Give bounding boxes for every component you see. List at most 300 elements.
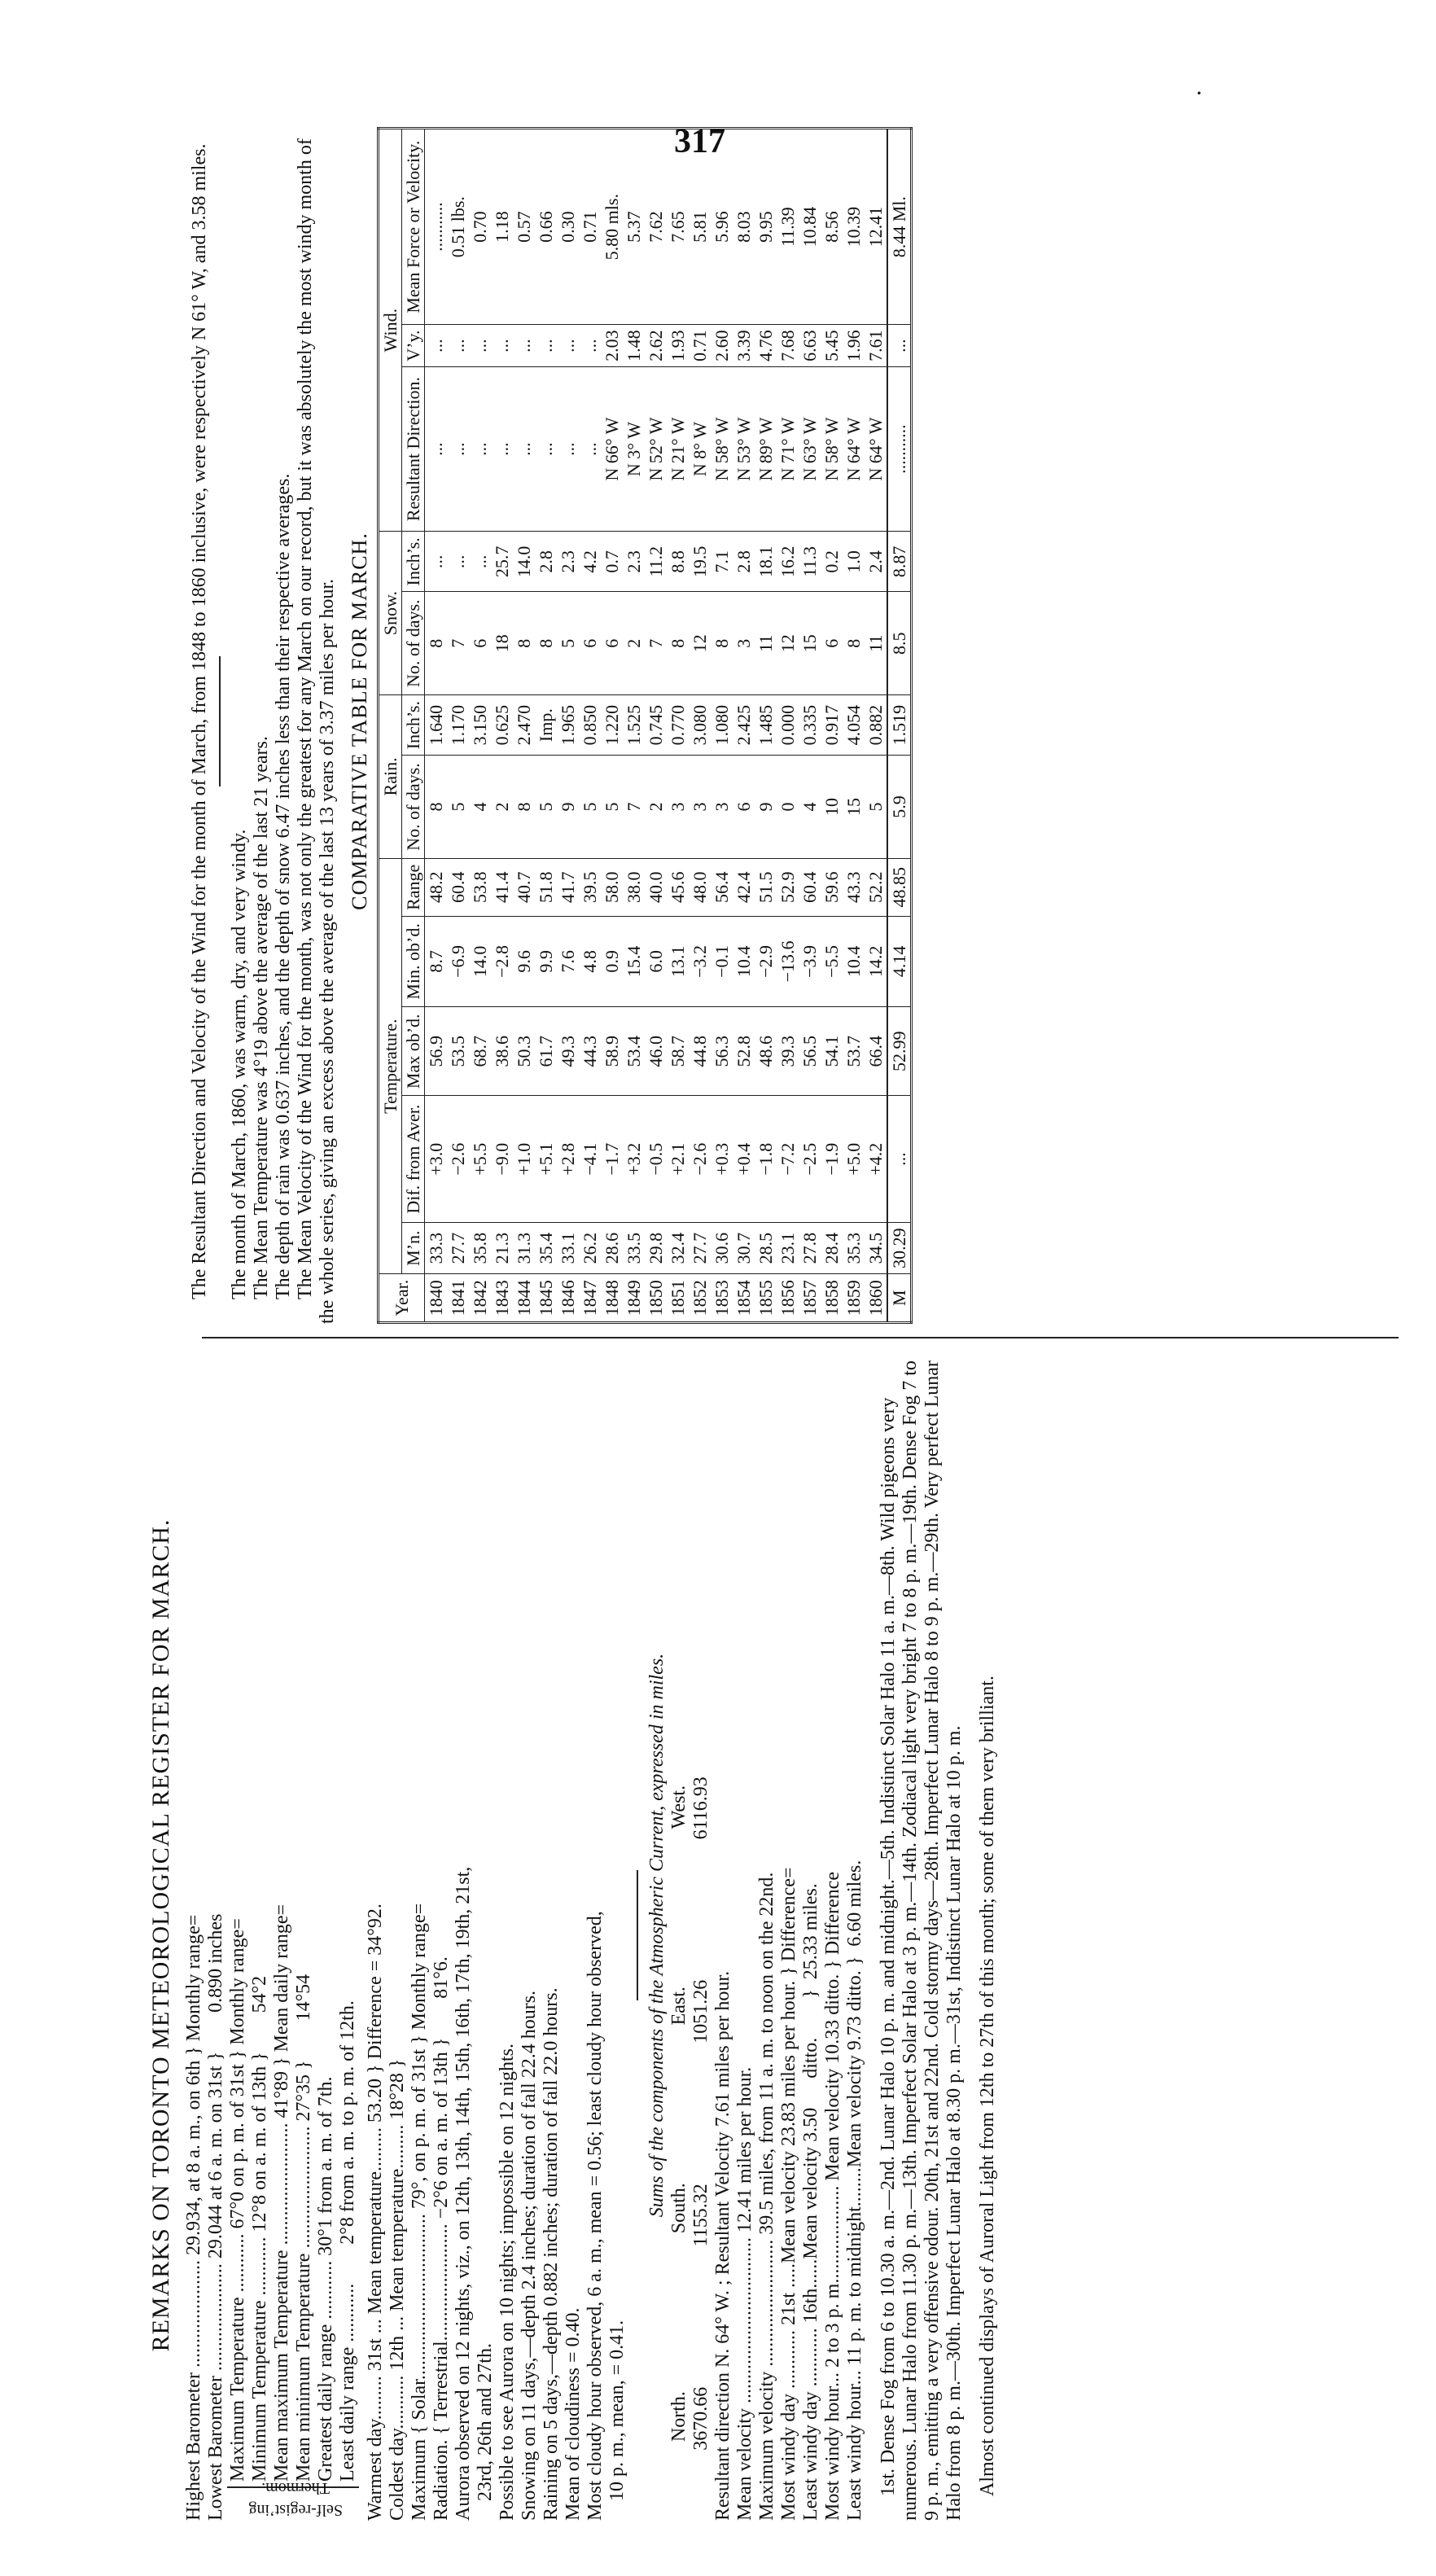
table-cell: 49.3 (557, 1007, 579, 1096)
table-cell: 41.7 (557, 858, 579, 916)
table-cell: 38.0 (623, 858, 645, 916)
table-cell: 68.7 (469, 1007, 491, 1096)
table-cell: N 63° W (799, 366, 821, 531)
table-row (865, 129, 887, 1323)
table-cell: 1.640 (425, 695, 448, 756)
table-cell: 51.8 (535, 858, 557, 916)
table-cell: 2.4 (865, 532, 887, 592)
thermo-line: Least daily range ............ 2°8 from a. m. to p. m. of 12th. (337, 2000, 358, 2482)
wind-line: Mean velocity .................................. 12.41 miles per hour. (734, 2066, 755, 2521)
table-cell: −2.6 (689, 1096, 711, 1222)
snow-header: Snow. (379, 532, 402, 695)
table-cell: 50.3 (513, 1007, 535, 1096)
table-cell: 0.71 (579, 129, 601, 325)
table-cell: 42.4 (733, 858, 755, 916)
sums-value: 1051.26 (690, 1979, 711, 2044)
table-cell: 33.3 (425, 1222, 448, 1274)
table-cell: 7.1 (711, 532, 733, 592)
wind-line: Least windy day ............ 16th......Mean velocity 3.50 ditto. } 25.33 miles. (800, 1883, 821, 2521)
table-cell: 1859 (843, 1274, 865, 1323)
table-cell: 8 (667, 592, 689, 695)
sums-header: West. (668, 1785, 690, 1829)
table-cell: −3.9 (799, 916, 821, 1006)
fog-paragraph: 1st. Dense Fog from 6 to 10.30 a. m.—2nd. Lunar Halo 10 p. m. and midnight.—5th. Indistinct Solar Halo 11 a. m.—8th. Wild pigeons very numerous. Lunar Halo from 11.30 p. m.—13th. Imperfect Solar Halo at 3 p. m.—14th. Zodiacal light very bright 7 to 8 p. m.—19th. Dense Fog 7 to 9 p. m., emitting a very offensive odour. 20th, 21st and 22nd. Cold stormy days—28th. Imperfect Lunar Halo 8 to 9 p. m.—29th. Very perfect Lunar Halo from 8 p. m.—30th. Imperfect Lunar Halo at 8.30 p. m.—31st, Indistinct Lunar Halo at 10 p. m. (878, 1360, 965, 2521)
table-cell: 1.080 (711, 695, 733, 756)
thermo-line: Maximum Temperature ............ 67°0 on p. m. of 31st } Monthly range= (227, 1918, 248, 2482)
table-cell: 11.39 (777, 129, 799, 325)
table-cell: 0.2 (821, 532, 843, 592)
table-cell: 0.30 (557, 129, 579, 325)
table-cell: 12.41 (865, 129, 887, 325)
table-cell: 2.8 (733, 532, 755, 592)
table-cell: 1.965 (557, 695, 579, 756)
table-cell: +5.1 (535, 1096, 557, 1222)
col-header: No. of days. (402, 756, 425, 859)
thermo-line: Mean maximum Temperature ......................... 41°89 } Mean daily range= (271, 1904, 292, 2482)
table-cell: 31.3 (513, 1222, 535, 1274)
table-cell: −3.2 (689, 916, 711, 1006)
table-cell: 1850 (645, 1274, 667, 1323)
table-cell: 8.03 (733, 129, 755, 325)
table-cell: 15 (843, 756, 865, 859)
wind-line: Least windy hour... 11 p. m. to midnight........Mean velocity 9.73 ditto. } 6.60 miles. (844, 1860, 865, 2521)
table-cell: 40.0 (645, 858, 667, 916)
table-cell: ... (557, 366, 579, 531)
table-cell: 1.96 (843, 325, 865, 367)
table-row (821, 129, 843, 1323)
remarks-line: Snowing on 11 days,—depth 2.4 inches; duration of fall 22.4 hours. (519, 1990, 540, 2521)
table-cell: 1846 (557, 1274, 579, 1323)
remarks-line: Raining on 5 days,—depth 0.882 inches; duration of fall 22.0 hours. (541, 1987, 562, 2521)
table-cell: 4.054 (843, 695, 865, 756)
table-row (535, 129, 557, 1323)
table-cell: −2.9 (755, 916, 777, 1006)
table-cell: 32.4 (667, 1222, 689, 1274)
table-cell: +1.0 (513, 1096, 535, 1222)
table-cell: −4.1 (579, 1096, 601, 1222)
corner-mark: · (1195, 80, 1203, 107)
table-cell: 1.220 (601, 695, 623, 756)
table-cell: 11.3 (799, 532, 821, 592)
table-cell: 7 (645, 592, 667, 695)
table-cell: ... (425, 366, 448, 531)
table-cell: Imp. (535, 695, 557, 756)
section-rule (637, 1870, 638, 2000)
wind-line: Resultant direction N. 64° W. ; Resultant Velocity 7.61 miles per hour. (712, 1970, 733, 2521)
table-cell: 1853 (711, 1274, 733, 1323)
table-cell: 0.70 (469, 129, 491, 325)
table-cell: 1.0 (843, 532, 865, 592)
table-cell: −0.1 (711, 916, 733, 1006)
thermometer-bracket (227, 1904, 359, 2488)
table-cell: 5 (601, 756, 623, 859)
table-cell: 53.8 (469, 858, 491, 916)
table-cell: ... (491, 366, 513, 531)
table-cell: 6.63 (799, 325, 821, 367)
wind-line: Maximum velocity .......................... 39.5 miles, from 11 a. m. to noon on the 22nd. (756, 1872, 777, 2521)
table-cell: 23.1 (777, 1222, 799, 1274)
table-cell: 8 (843, 592, 865, 695)
table-cell: 4.76 (755, 325, 777, 367)
table-cell: 29.8 (645, 1222, 667, 1274)
table-cell: 40.7 (513, 858, 535, 916)
table-cell: 7 (447, 592, 469, 695)
sums-header: South. (668, 2183, 690, 2234)
table-cell: 1841 (447, 1274, 469, 1323)
table-cell: ... (425, 532, 448, 592)
table-cell: 5.45 (821, 325, 843, 367)
table-cell: +5.5 (469, 1096, 491, 1222)
table-row (557, 129, 579, 1323)
table-cell: 60.4 (799, 858, 821, 916)
table-cell: N 66° W (601, 366, 623, 531)
sums-value: 1155.32 (690, 2184, 711, 2247)
barometer-line-2: Lowest Barometer ...................... 29.044 at 6 a. m. on 31st } 0.890 inches (205, 1913, 226, 2521)
table-row (667, 129, 689, 1323)
table-cell: 12 (777, 592, 799, 695)
table-cell: 0.66 (535, 129, 557, 325)
table-cell: 1842 (469, 1274, 491, 1323)
table-cell: N 52° W (645, 366, 667, 531)
table-cell: 1852 (689, 1274, 711, 1323)
thermo-line: Minimum Temperature ............ 12°8 on a. m. of 13th } 54°2 (249, 1975, 270, 2482)
remarks-line: Aurora observed on 12 nights, viz., on 12th, 13th, 14th, 15th, 16th, 17th, 19th, 21st, (453, 1866, 474, 2521)
remarks-line: Possible to see Aurora on 10 nights; impossible on 12 nights. (497, 2044, 518, 2521)
table-cell: 52.2 (865, 858, 887, 916)
table-cell: 6 (469, 592, 491, 695)
table-cell: 2.8 (535, 532, 557, 592)
col-header: Dif. from Aver. (402, 1096, 425, 1222)
table-cell: 56.4 (711, 858, 733, 916)
table-row (689, 129, 711, 1323)
table-cell: N 58° W (821, 366, 843, 531)
remarks-line: Warmest day......... 31st ... Mean temperature......... 53.20 } Difference = 34°92. (365, 1904, 386, 2521)
table-cell: 51.5 (755, 858, 777, 916)
table-cell: 1.519 (887, 695, 912, 756)
table-cell: ... (579, 366, 601, 531)
table-cell: ........... (425, 129, 448, 325)
table-cell: ... (469, 325, 491, 367)
col-header: Mean Force or Velocity. (402, 129, 425, 325)
table-cell: 27.7 (447, 1222, 469, 1274)
table-cell: 34.5 (865, 1222, 887, 1274)
table-cell: −7.2 (777, 1096, 799, 1222)
col-header: Inch’s. (402, 532, 425, 592)
table-cell: −13.6 (777, 916, 799, 1006)
comparative-column (145, 119, 1408, 1324)
table-cell: 8 (513, 592, 535, 695)
summary-paragraph: The Mean Temperature was 4°19 above the average of the last 21 years. (251, 736, 272, 1299)
table-cell: 0.000 (777, 695, 799, 756)
table-cell: 7 (623, 756, 645, 859)
table-cell: M (887, 1274, 912, 1323)
table-cell: −1.7 (601, 1096, 623, 1222)
table-cell: N 64° W (865, 366, 887, 531)
table-cell: ... (491, 325, 513, 367)
table-cell: 44.8 (689, 1007, 711, 1096)
remarks-line: 23rd, 26th and 27th. (475, 2343, 496, 2521)
table-cell: 3.39 (733, 325, 755, 367)
table-cell: 5.37 (623, 129, 645, 325)
table-cell: 13.1 (667, 916, 689, 1006)
table-cell: 60.4 (447, 858, 469, 916)
col-header: Max ob’d. (402, 1007, 425, 1096)
table-cell: +5.0 (843, 1096, 865, 1222)
table-cell: −2.8 (491, 916, 513, 1006)
table-cell: 1858 (821, 1274, 843, 1323)
table-cell: 1844 (513, 1274, 535, 1323)
table-cell: 39.3 (777, 1007, 799, 1096)
table-cell: 9.95 (755, 129, 777, 325)
table-cell: 7.68 (777, 325, 799, 367)
table-cell: 54.1 (821, 1007, 843, 1096)
table-cell: N 64° W (843, 366, 865, 531)
table-cell: 5 (865, 756, 887, 859)
table-cell: 3 (711, 756, 733, 859)
wind-header: Wind. (379, 129, 402, 532)
table-cell: 1.525 (623, 695, 645, 756)
table-row (579, 129, 601, 1323)
table-cell: 46.0 (645, 1007, 667, 1096)
table-cell: ... (579, 325, 601, 367)
table-cell: 59.6 (821, 858, 843, 916)
table-cell: 8 (425, 592, 448, 695)
table-cell: 8.8 (667, 532, 689, 592)
thermometer-group (227, 1350, 365, 2521)
table-cell: 0.850 (579, 695, 601, 756)
table-cell: 6 (601, 592, 623, 695)
table-cell: 1845 (535, 1274, 557, 1323)
summary-paragraph: The depth of rain was 0.637 inches, and the depth of snow 6.47 inches less than their respective averages. (273, 473, 294, 1299)
remarks-line: 10 p. m., mean, = 0.41. (606, 2320, 628, 2521)
table-cell: 12 (689, 592, 711, 695)
table-cell: 5 (535, 756, 557, 859)
table-cell: 6 (821, 592, 843, 695)
table-cell: 1843 (491, 1274, 513, 1323)
table-cell: 10 (821, 756, 843, 859)
table-cell: 27.7 (689, 1222, 711, 1274)
table-cell: 28.4 (821, 1222, 843, 1274)
table-cell: 0.71 (689, 325, 711, 367)
table-cell: 0.9 (601, 916, 623, 1006)
table-cell: 1851 (667, 1274, 689, 1323)
table-cell: 2.470 (513, 695, 535, 756)
table-row (491, 129, 513, 1323)
table-cell: 10.84 (799, 129, 821, 325)
table-cell: ... (887, 325, 912, 367)
table-cell: N 53° W (733, 366, 755, 531)
col-header: Resultant Direction. (402, 366, 425, 531)
table-cell: 61.7 (535, 1007, 557, 1096)
table-cell: 18.1 (755, 532, 777, 592)
table-row (799, 129, 821, 1323)
table-row (645, 129, 667, 1323)
table-cell: 39.5 (579, 858, 601, 916)
table-cell: ... (557, 325, 579, 367)
table-cell: 9.6 (513, 916, 535, 1006)
table-cell: 1857 (799, 1274, 821, 1323)
sums-heading: Sums of the components of the Atmospheric Current, expressed in miles. (646, 1653, 668, 2218)
table-cell: 7.61 (865, 325, 887, 367)
remarks-line: Most cloudy hour observed, 6 a. m., mean = 0.56; least cloudy hour observed, (584, 1911, 606, 2521)
table-cell: 2 (645, 756, 667, 859)
sums-header: North. (668, 2391, 690, 2442)
table-cell: 11 (865, 592, 887, 695)
table-cell: +2.8 (557, 1096, 579, 1222)
table-cell: 8 (513, 756, 535, 859)
table-cell: −5.5 (821, 916, 843, 1006)
table-cell: 3 (733, 592, 755, 695)
table-cell: N 58° W (711, 366, 733, 531)
table-cell: 0.882 (865, 695, 887, 756)
table-cell: 0.335 (799, 695, 821, 756)
table-cell: 8.7 (425, 916, 448, 1006)
table-cell: 1848 (601, 1274, 623, 1323)
table-cell: 11.2 (645, 532, 667, 592)
table-cell: 1854 (733, 1274, 755, 1323)
table-cell: 6 (579, 592, 601, 695)
table-cell: +3.2 (623, 1096, 645, 1222)
table-cell: 14.0 (469, 916, 491, 1006)
table-cell: 5 (557, 592, 579, 695)
table-cell: 3 (667, 756, 689, 859)
table-cell: 44.3 (579, 1007, 601, 1096)
table-cell: 0.51 lbs. (447, 129, 469, 325)
thermo-line: Greatest daily range ............ 30°1 from a. m. of 7th. (315, 2076, 336, 2482)
table-cell: −2.5 (799, 1096, 821, 1222)
table-cell: 8.87 (887, 532, 912, 592)
wind-line: Most windy hour... 2 to 3 p. m.................... Mean velocity 10.33 ditto. } Difference (822, 1872, 843, 2521)
table-cell: 19.5 (689, 532, 711, 592)
page-title: REMARKS ON TORONTO METEOROLOGICAL REGISTER FOR MARCH. (147, 1518, 174, 2352)
table-cell: 5 (447, 756, 469, 859)
table-cell: +3.0 (425, 1096, 448, 1222)
column-divider (202, 1337, 1399, 1338)
sums-value: 3670.66 (690, 2386, 711, 2451)
table-cell: 30.6 (711, 1222, 733, 1274)
col-header: M’n. (402, 1222, 425, 1274)
table-cell: ... (447, 325, 469, 367)
table-cell: 53.7 (843, 1007, 865, 1096)
sums-headers (668, 1706, 690, 2521)
remarks-column (145, 1350, 1408, 2521)
table-cell: 66.4 (865, 1007, 887, 1096)
table-cell: 33.1 (557, 1222, 579, 1274)
table-cell: 8 (535, 592, 557, 695)
table-cell: N 71° W (777, 366, 799, 531)
intro-rule (219, 656, 221, 786)
table-cell: 56.5 (799, 1007, 821, 1096)
table-cell: 45.6 (667, 858, 689, 916)
table-cell: 1860 (865, 1274, 887, 1323)
table-cell: 8 (425, 756, 448, 859)
table-cell: 3.150 (469, 695, 491, 756)
table-cell: 2.425 (733, 695, 755, 756)
table-cell: 4 (469, 756, 491, 859)
col-header: Min. ob’d. (402, 916, 425, 1006)
thermometer-label: Self-regist’ing Thermom. (248, 2479, 344, 2519)
remarks-line: Radiation. { Terrestrial........................ −2°6 on a. m. of 13th } 81°6. (431, 1956, 452, 2521)
table-cell: 5.80 mls. (601, 129, 623, 325)
table-cell: 15.4 (623, 916, 645, 1006)
table-cell: +0.4 (733, 1096, 755, 1222)
wind-line: Most windy day ............ 21st .....Mean velocity 23.83 miles per hour. } Difference= (778, 1867, 799, 2521)
table-cell: 28.5 (755, 1222, 777, 1274)
table-cell: 53.5 (447, 1007, 469, 1096)
col-header: Inch’s. (402, 695, 425, 756)
remarks-line: Coldest day........... 12th ... Mean temperature......... 18°28 } (387, 2058, 408, 2521)
table-cell: 2.62 (645, 325, 667, 367)
table-cell: 7.62 (645, 129, 667, 325)
table-cell: 1855 (755, 1274, 777, 1323)
table-cell: 0 (777, 756, 799, 859)
table-cell: 6.0 (645, 916, 667, 1006)
table-cell: 48.6 (755, 1007, 777, 1096)
table-cell: ... (447, 532, 469, 592)
table-cell: 48.85 (887, 858, 912, 916)
table-cell: 48.0 (689, 858, 711, 916)
sums-values (690, 1706, 712, 2521)
rotated-page-content (145, 119, 1408, 2521)
table-cell: 11 (755, 592, 777, 695)
table-cell: N 8° W (689, 366, 711, 531)
table-cell: −1.8 (755, 1096, 777, 1222)
table-cell: 5.81 (689, 129, 711, 325)
table-cell: 3.080 (689, 695, 711, 756)
table-row (777, 129, 799, 1323)
table-cell: 0.770 (667, 695, 689, 756)
table-cell: 8.44 Ml. (887, 129, 912, 325)
table-cell: 53.4 (623, 1007, 645, 1096)
table-row (711, 129, 733, 1323)
table-cell: ... (425, 325, 448, 367)
table-cell: 14.2 (865, 916, 887, 1006)
col-header: Range (402, 858, 425, 916)
table-cell: +2.1 (667, 1096, 689, 1222)
table-cell: 26.2 (579, 1222, 601, 1274)
table-cell: ... (535, 366, 557, 531)
sums-value: 6116.93 (690, 1776, 711, 1840)
table-cell: 41.4 (491, 858, 513, 916)
table-cell: +0.3 (711, 1096, 733, 1222)
table-cell: 30.29 (887, 1222, 912, 1274)
table-cell: 10.39 (843, 129, 865, 325)
table-cell: 4.2 (579, 532, 601, 592)
table-cell: 1849 (623, 1274, 645, 1323)
table-cell: 2.3 (623, 532, 645, 592)
resultant-intro: The Resultant Direction and Velocity of the Wind for the month of March, from 1848 to 1860 inclusive, were respectively N 61° W, and 3.58 miles. (189, 143, 210, 1299)
table-cell: 52.99 (887, 1007, 912, 1096)
table-cell: 10.4 (733, 916, 755, 1006)
thermo-line: Mean minimum Temperature ......................... 27°35 } 14°54 (293, 1974, 314, 2482)
table-cell: −6.9 (447, 916, 469, 1006)
table-cell: 52.8 (733, 1007, 755, 1096)
table-cell: +4.2 (865, 1096, 887, 1222)
table-cell: 3 (689, 756, 711, 859)
table-cell: 6 (733, 756, 755, 859)
table-cell: ... (513, 325, 535, 367)
table-row (887, 129, 912, 1323)
table-cell: 25.7 (491, 532, 513, 592)
table-cell: 58.9 (601, 1007, 623, 1096)
table-cell: 1.48 (623, 325, 645, 367)
table-row (513, 129, 535, 1323)
table-cell: 33.5 (623, 1222, 645, 1274)
table-cell: 48.2 (425, 858, 448, 916)
table-row (469, 129, 491, 1323)
table-cell: 9 (557, 756, 579, 859)
table-cell: 5 (579, 756, 601, 859)
